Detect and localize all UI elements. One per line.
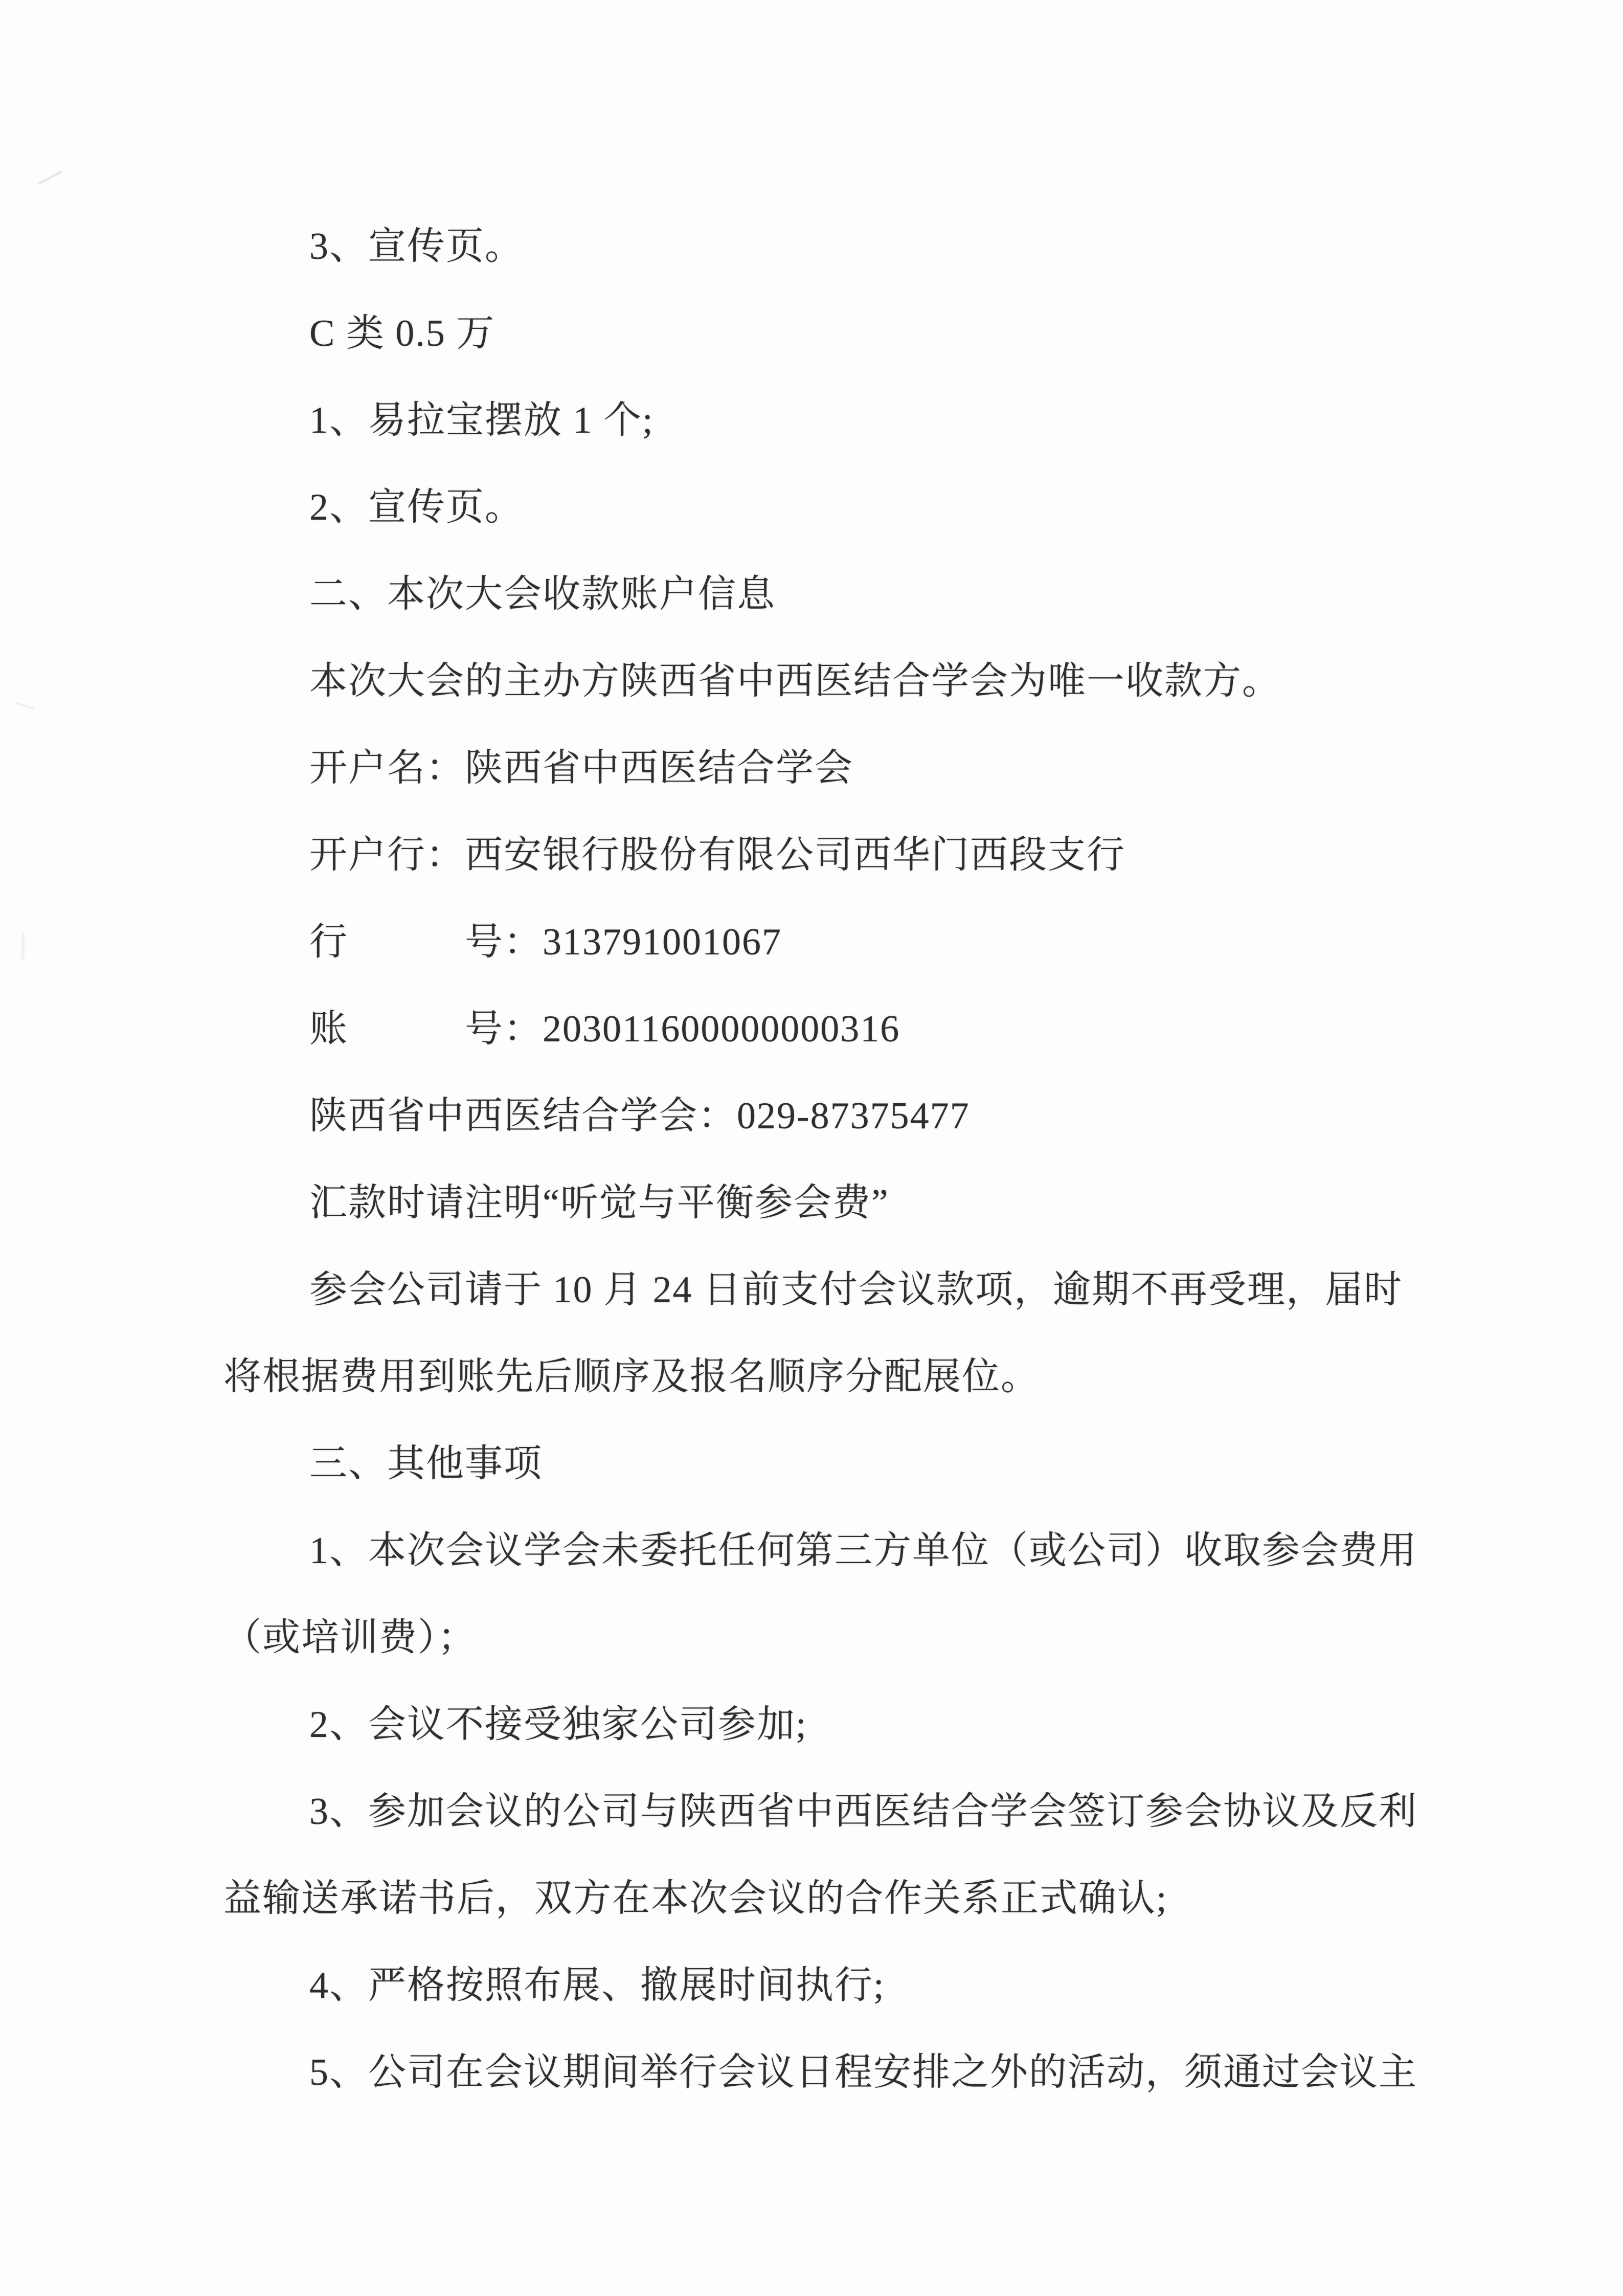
document-line: 三、其他事项 (309, 1443, 543, 1485)
document-line: 5、公司在会议期间举行会议日程安排之外的活动，须通过会议主 (309, 2052, 1417, 2093)
document-line: 本次大会的主办方陕西省中西医结合学会为唯一收款方。 (309, 660, 1281, 702)
document-line: 1、本次会议学会未委托任何第三方单位（或公司）收取参会费用 (309, 1530, 1417, 1572)
document-line: 2、宣传页。 (309, 486, 524, 528)
document-line: 汇款时请注明“听觉与平衡参会费” (309, 1182, 889, 1224)
document-line: 行 号：313791001067 (309, 921, 782, 963)
scan-artifact (14, 702, 34, 710)
document-line: （或培训费）； (223, 1617, 477, 1659)
scan-artifact (21, 932, 25, 960)
document-line: 开户名：陕西省中西医结合学会 (309, 747, 853, 789)
document-line: 陕西省中西医结合学会：029-87375477 (309, 1095, 970, 1137)
document-line: 开户行：西安银行股份有限公司西华门西段支行 (309, 834, 1125, 876)
document-line: 益输送承诺书后，双方在本次会议的合作关系正式确认; (223, 1878, 1168, 1920)
document-line: 1、易拉宝摆放 1 个; (309, 399, 654, 441)
document-line: C 类 0.5 万 (309, 313, 495, 354)
document-line: 参会公司请于 10 月 24 日前支付会议款项，逾期不再受理，届时 (309, 1269, 1403, 1311)
document-line: 2、会议不接受独家公司参加; (309, 1704, 807, 1746)
document-line: 3、宣传页。 (309, 226, 524, 268)
document-line: 账 号：203011600000000316 (309, 1008, 900, 1050)
scan-artifact (38, 170, 62, 185)
document-line: 3、参加会议的公司与陕西省中西医结合学会签订参会协议及反利 (309, 1791, 1417, 1833)
document-line: 二、本次大会收款账户信息 (309, 573, 776, 615)
document-line: 将根据费用到账先后顺序及报名顺序分配展位。 (223, 1356, 1040, 1398)
document-line: 4、严格按照布展、撤展时间执行; (309, 1965, 885, 2007)
